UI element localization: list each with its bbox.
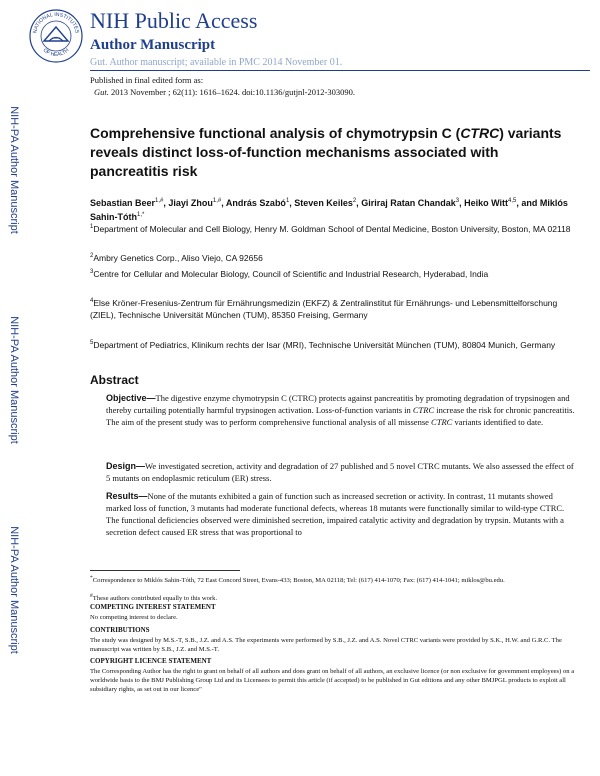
abstract-design: Design—We investigated secretion, activity and degradation of 27 published and 5 novel CTRC mutants. We also assessed the effect of 5 mutants on endoplasmic reticulum (ER) stress. <box>106 461 574 483</box>
affiliation-3: $^3$Centre for Cellular and Molecular Biology, Council of Scientific and Industrial Research, Hyderabad, India <box>90 268 489 279</box>
contributions-heading: CONTRIBUTIONS <box>90 626 150 634</box>
publication-info <box>90 74 355 98</box>
sidebar-watermark-2 <box>2 280 26 480</box>
article-title: Comprehensive functional analysis of chymotrypsin C (CTRC) variants reveals distinct loss-of-function mechanisms associated with pancreatitis risk <box>90 125 562 179</box>
author-affiliation-marker: 4,5 <box>508 198 517 204</box>
sidebar-watermark-text: NIH-PA Author Manuscript <box>8 106 20 234</box>
sidebar-watermark-3 <box>2 490 26 690</box>
competing-interest-heading: COMPETING INTEREST STATEMENT <box>90 603 216 611</box>
author-name: András Szabó <box>225 198 286 208</box>
author-separator: , <box>356 198 362 208</box>
abstract-results: Results—None of the mutants exhibited a gain of function such as increased secretion or activity. In contrast, 11 mutants showed marked loss of function, 3 mutants had moderate functional defects, whereas 18 mutants were functionally similar to wild-type CTRC. The functional deficiencies observed were diminished secretion, impaired catalytic activity and degradation by trypsin. Mutants with a secretion defect caused ER stress that was proportional to <box>106 491 565 537</box>
citation-line <box>90 86 355 98</box>
sidebar-watermark-1 <box>2 70 26 270</box>
author-separator: , <box>289 198 295 208</box>
author-name: Giriraj Ratan Chandak <box>361 198 456 208</box>
author-name: Jiayi Zhou <box>168 198 213 208</box>
availability-line: Gut. Author manuscript; available in PMC 2014 November 01. <box>90 57 343 68</box>
author-separator: , and <box>516 198 540 208</box>
author-separator: , <box>163 198 169 208</box>
nih-public-access-title: NIH Public Access <box>90 8 258 33</box>
abstract-heading: Abstract <box>90 373 139 387</box>
author-list <box>90 195 580 223</box>
logo-ring-text-top: NATIONAL INSTITUTES <box>32 11 80 34</box>
gene-name: CTRC <box>460 125 500 141</box>
footnote-correspondence: *Correspondence to Miklós Sahin-Tóth, 72 East Concord Street, Evans-433; Boston, MA 02118; Tel: (617) 414-1070; Fax: (617) 414-1041; miklos@bu.edu. <box>90 575 505 585</box>
author-affiliation-marker: 1,# <box>155 198 164 204</box>
author-name: Miklós Sahin-Tóth <box>90 198 568 222</box>
author-affiliation-marker: 1,# <box>212 198 222 204</box>
logo-ring-text-bottom: OF HEALTH <box>41 47 71 59</box>
footnote-equal-contribution: #These authors contributed equally to this work. <box>90 593 218 603</box>
competing-interest-text: No competing interest to declare. <box>90 614 178 621</box>
author-affiliation-marker: 2 <box>352 198 357 204</box>
affiliation-1: $^1$Department of Molecular and Cell Biology, Henry M. Goldman School of Dental Medicine, Boston University, Boston, MA 02118 <box>90 223 571 234</box>
author-name: Steven Keiles <box>294 198 353 208</box>
sidebar-watermark-text: NIH-PA Author Manuscript <box>8 526 20 654</box>
author-affiliation-marker: 1,* <box>137 212 145 218</box>
journal-name: Gut. <box>94 87 109 97</box>
author-name: Sebastian Beer <box>90 198 156 208</box>
licence-heading: COPYRIGHT LICENCE STATEMENT <box>90 657 212 665</box>
licence-text: The Corresponding Author has the right to grant on behalf of all authors and does grant on behalf of all authors, an exclusive licence (or non exclusive for government employees) on a worldwide basis to the BMJ Publishing Group Ltd and its Licensees to permit this article (if accepted) to be published in Gut editions and any other BMJPGL products to exploit all subsidiary rights, as set out in our licence" <box>90 668 575 693</box>
abstract-objective: Objective—The digestive enzyme chymotrypsin C (CTRC) protects against pancreatitis by promoting degradation of trypsinogen and thereby curtailing potentially harmful trypsinogen activation. Loss-of-function variants in CTRC increase the risk for chronic pancreatitis. The aim of the present study was to perform comprehensive functional analysis of all missense CTRC variants identified to date. <box>106 393 575 427</box>
author-affiliation-marker: 3 <box>455 198 460 204</box>
citation-details: 2013 November ; 62(11): 1616–1624. doi:10.1136/gutjnl-2012-303090. <box>108 87 355 97</box>
affiliation-4: $^4$Else Kröner-Fresenius-Zentrum für Ernährungsmedizin (EKFZ) & Zentralinstitut für Ernährungs- und Lebensmittelforschung (ZIEL), Technische Universität München (TUM), 85350 Freising, Germany <box>90 297 558 320</box>
author-affiliation-marker: 1 <box>285 198 290 204</box>
nih-logo <box>28 8 84 64</box>
footnote-divider <box>90 570 240 571</box>
svg-text:OF HEALTH <box>42 47 71 58</box>
author-name: Heiko Witt <box>464 198 508 208</box>
author-manuscript-subtitle: Author Manuscript <box>90 37 216 53</box>
contributions-text: The study was designed by M.S.-T, S.B., J.Z. and A.S. The experiments were performed by S.B., J.Z. and A.S. Novel CTRC variants were provided by S.K., H.W. and G.R.C. The manuscript was written by S.B., J.Z. and M.S.-T. <box>90 637 562 653</box>
affiliation-5: $^5$Department of Pediatrics, Klinikum rechts der Isar (MRI), Technische Universität München (TUM), 80804 Munich, Germany <box>90 339 556 350</box>
header-divider <box>90 70 590 71</box>
author-separator: , <box>221 198 226 208</box>
affiliation-2: $^2$Ambry Genetics Corp., Aliso Viejo, CA 92656 <box>90 252 263 263</box>
author-separator: , <box>459 198 465 208</box>
sidebar-watermark-text: NIH-PA Author Manuscript <box>8 316 20 444</box>
published-in-label: Published in final edited form as: <box>90 75 204 85</box>
